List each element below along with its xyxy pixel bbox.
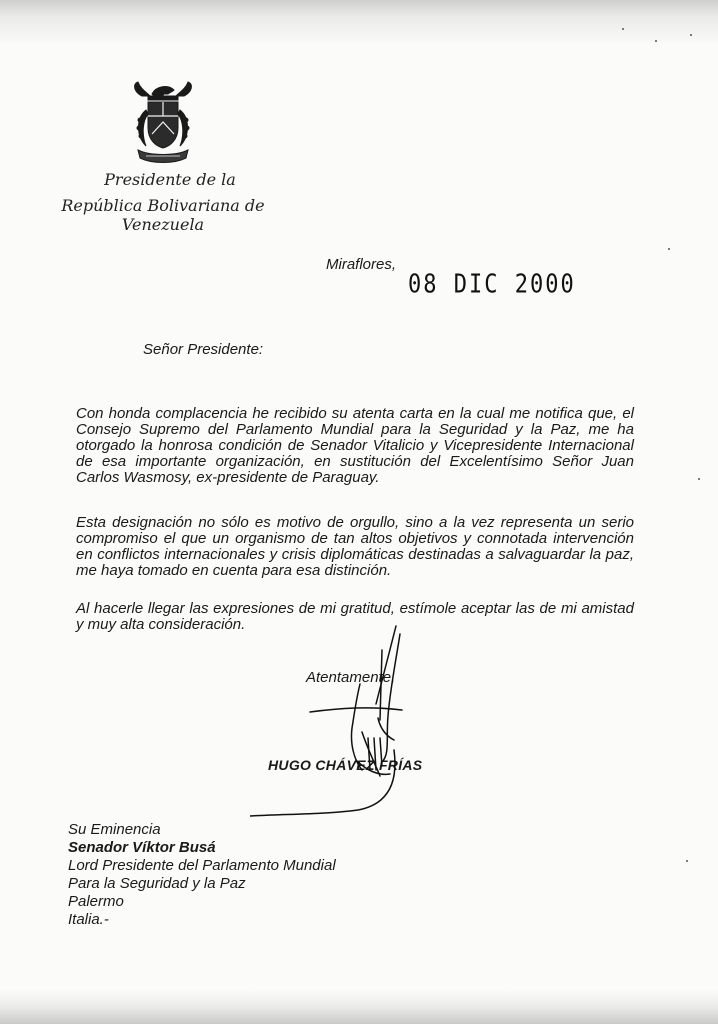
recipient-role: Lord Presidente del Parlamento Mundial — [68, 857, 336, 874]
scan-speck — [690, 34, 692, 36]
letter-place: Miraflores, — [326, 256, 397, 273]
scan-speck — [698, 478, 700, 480]
letter-date-stamp: 08 DIC 2000 — [408, 270, 576, 300]
scan-speck — [668, 248, 670, 250]
salutation: Señor Presidente: — [143, 341, 264, 358]
recipient-country: Italia.- — [68, 911, 109, 928]
letterhead-title: Presidente de la — [104, 170, 236, 189]
scan-noise-top — [0, 0, 718, 44]
signer-name: HUGO CHÁVEZ FRÍAS — [268, 757, 423, 773]
scan-speck — [622, 28, 624, 30]
scan-noise-bottom — [0, 990, 718, 1024]
body-paragraph-3: Al hacerle llegar las expresiones de mi gratitud, estímole aceptar las de mi amistad y muy alta consideración. — [76, 600, 634, 633]
handwritten-signature — [250, 620, 450, 830]
coat-of-arms-icon — [128, 80, 198, 166]
recipient-title: Su Eminencia — [68, 821, 161, 838]
recipient-name: Senador Víktor Busá — [68, 839, 216, 856]
recipient-block — [68, 821, 336, 929]
recipient-organization: Para la Seguridad y la Paz — [68, 875, 246, 892]
scan-speck — [655, 40, 657, 42]
recipient-city: Palermo — [68, 893, 124, 910]
body-paragraph-1: Con honda complacencia he recibido su atenta carta en la cual me notifica que, el Consejo Supremo del Parlamento Mundial para la Seguridad y la Paz, me ha otorgado la honrosa condición de Senador Vitalicio y Vicepresidente Internacional de esa importante organización, en sustitución del Excelentísimo Señor Juan Carlos Wasmosy, ex-presidente de Paraguay. — [76, 405, 634, 486]
scan-speck — [686, 860, 688, 862]
letterhead-institution: República Bolivariana de Venezuela — [61, 196, 265, 234]
closing: Atentamente, — [306, 669, 396, 686]
body-paragraph-2: Esta designación no sólo es motivo de orgullo, sino a la vez representa un serio compromiso el que un organismo de tan altos objetivos y connotada intervención en conflictos internacionales y crisis diplomáticas destinadas a salvaguardar la paz, me haya tomado en cuenta para esa distinción. — [76, 514, 634, 579]
